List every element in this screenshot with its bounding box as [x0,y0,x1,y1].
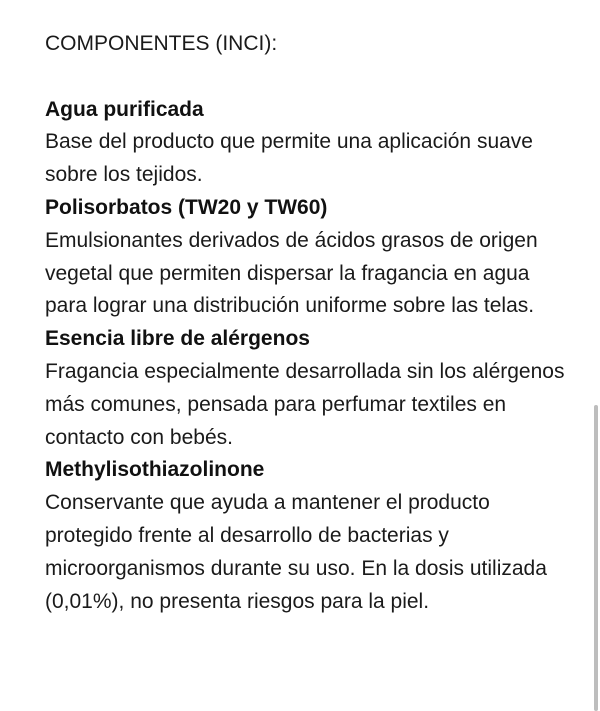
ingredient-item [45,192,565,323]
ingredient-name: Esencia libre de alérgenos [45,327,310,351]
section-heading: COMPONENTES (INCI): [45,32,278,55]
ingredient-description: Conservante que ayuda a mantener el producto protegido frente al desarrollo de bacterias y microorganismos durante su uso. En la dosis utilizada (0,01%), no presenta riesgos para la piel. [45,491,547,613]
ingredient-name: Polisorbatos (TW20 y TW60) [45,195,328,219]
ingredient-description: Base del producto que permite una aplicación suave sobre los tejidos. [45,130,533,187]
ingredient-item [45,323,565,454]
ingredient-item [45,454,565,618]
ingredient-description: Emulsionantes derivados de ácidos grasos de origen vegetal que permiten dispersar la fragancia en agua para lograr una distribución uniforme sobre las telas. [45,228,538,318]
ingredient-description: Fragancia especialmente desarrollada sin los alérgenos más comunes, pensada para perfumar textiles en contacto con bebés. [45,359,565,449]
scrollbar[interactable] [592,0,600,711]
ingredient-item [45,94,565,192]
ingredient-name: Agua purificada [45,97,204,121]
scrollbar-thumb[interactable] [594,405,598,711]
ingredient-name: Methylisothiazolinone [45,458,265,482]
ingredients-section [45,28,565,618]
